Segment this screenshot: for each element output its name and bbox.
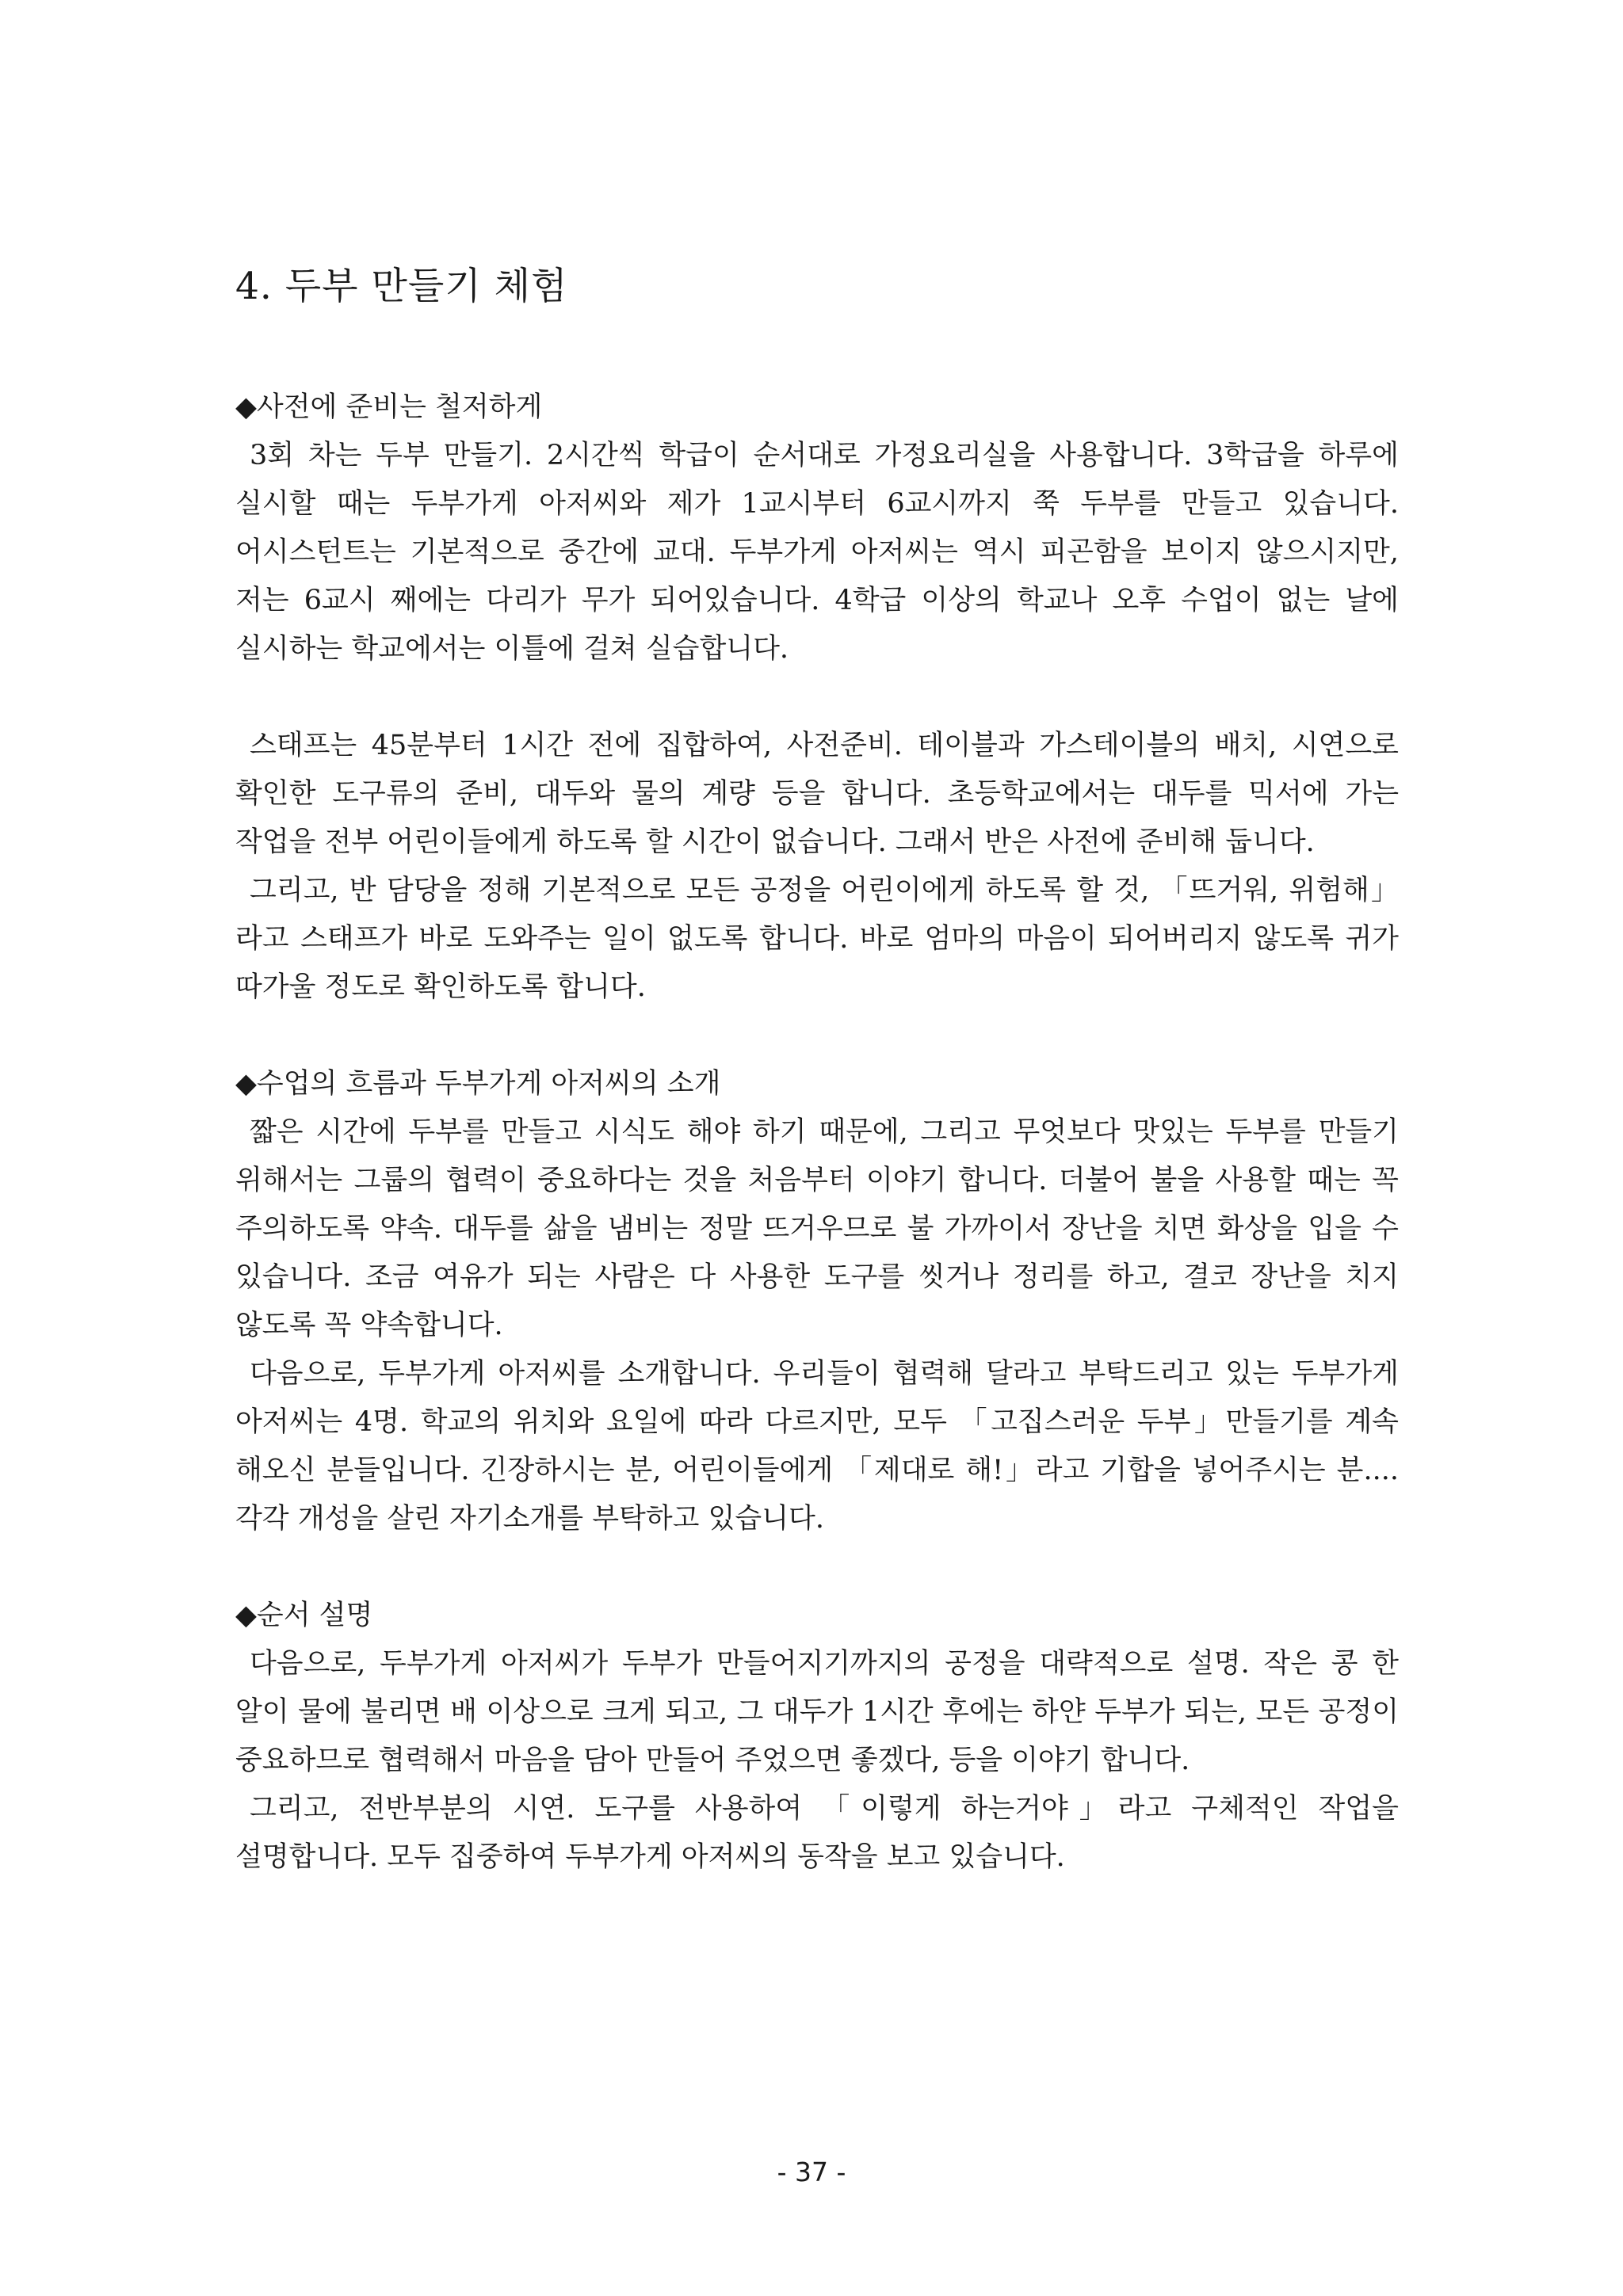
paragraph: 3회 차는 두부 만들기. 2시간씩 학급이 순서대로 가정요리실을 사용합니다. 3학급을 하루에 실시할 때는 두부가게 아저씨와 제가 1교시부터 6교시까지 쭉 두부를 만들고 있습니다. 어시스턴트는 기본적으로 중간에 교대. 두부가게 아저씨는 역시 피곤함을 보이지 않으시지만, 저는 6교시 째에는 다리가 무가 되어있습니다. 4학급 이상의 학교나 오후 수업이 없는 날에 실시하는 학교에서는 이틀에 걸쳐 실습합니다. <box>235 440 1399 665</box>
paragraph: 스태프는 45분부터 1시간 전에 집합하여, 사전준비. 테이블과 가스테이블의 배치, 시연으로 확인한 도구류의 준비, 대두와 물의 계량 등을 합니다. 초등학교에서는 대두를 믹서에 가는 작업을 전부 어린이들에게 하도록 할 시간이 없습니다. 그래서 반은 사전에 준비해 둡니다. <box>235 730 1399 858</box>
section-heading: ◆사전에 준비는 철저하게 <box>235 391 543 423</box>
paragraph: 그리고, 전반부분의 시연. 도구를 사용하여 「이렇게 하는거야」라고 구체적인 작업을 설명합니다. 모두 집중하여 두부가게 아저씨의 동작을 보고 있습니다. <box>235 1793 1399 1873</box>
section-heading: ◆수업의 흐름과 두부가게 아저씨의 소개 <box>235 1068 721 1100</box>
section-preparation <box>235 383 1399 1012</box>
section-heading: ◆순서 설명 <box>235 1600 373 1631</box>
paragraph: 다음으로, 두부가게 아저씨가 두부가 만들어지기까지의 공정을 대략적으로 설명. 작은 콩 한 알이 물에 불리면 배 이상으로 크게 되고, 그 대두가 1시간 후에는 하얀 두부가 되는, 모든 공정이 중요하므로 협력해서 마음을 담아 만들어 주었으면 좋겠다, 등을 이야기 합니다. <box>235 1648 1399 1776</box>
page-number: - 37 - <box>777 2157 846 2187</box>
paragraph: 그리고, 반 담당을 정해 기본적으로 모든 공정을 어린이에게 하도록 할 것, 「뜨거워, 위험해」라고 스태프가 바로 도와주는 일이 없도록 합니다. 바로 엄마의 마음이 되어버리지 않도록 귀가 따가울 정도로 확인하도록 합니다. <box>235 875 1399 1003</box>
section-class-flow <box>235 1060 1399 1543</box>
page-content <box>235 261 1399 1930</box>
section-procedure <box>235 1592 1399 1882</box>
paragraph: 다음으로, 두부가게 아저씨를 소개합니다. 우리들이 협력해 달라고 부탁드리고 있는 두부가게 아저씨는 4명. 학교의 위치와 요일에 따라 다르지만, 모두 「고집스러운 두부」만들기를 계속 해오신 분들입니다. 긴장하시는 분, 어린이들에게 「제대로 해!」라고 기합을 넣어주시는 분.... 각각 개성을 살린 자기소개를 부탁하고 있습니다. <box>235 1358 1399 1535</box>
paragraph: 짧은 시간에 두부를 만들고 시식도 해야 하기 때문에, 그리고 무엇보다 맛있는 두부를 만들기 위해서는 그룹의 협력이 중요하다는 것을 처음부터 이야기 합니다. 더불어 불을 사용할 때는 꼭 주의하도록 약속. 대두를 삶을 냄비는 정말 뜨거우므로 불 가까이서 장난을 치면 화상을 입을 수 있습니다. 조금 여유가 되는 사람은 다 사용한 도구를 씻거나 정리를 하고, 결코 장난을 치지 않도록 꼭 약속합니다. <box>235 1116 1399 1341</box>
page-title: 4. 두부 만들기 체험 <box>235 265 568 308</box>
paragraph-gap <box>235 673 1399 722</box>
